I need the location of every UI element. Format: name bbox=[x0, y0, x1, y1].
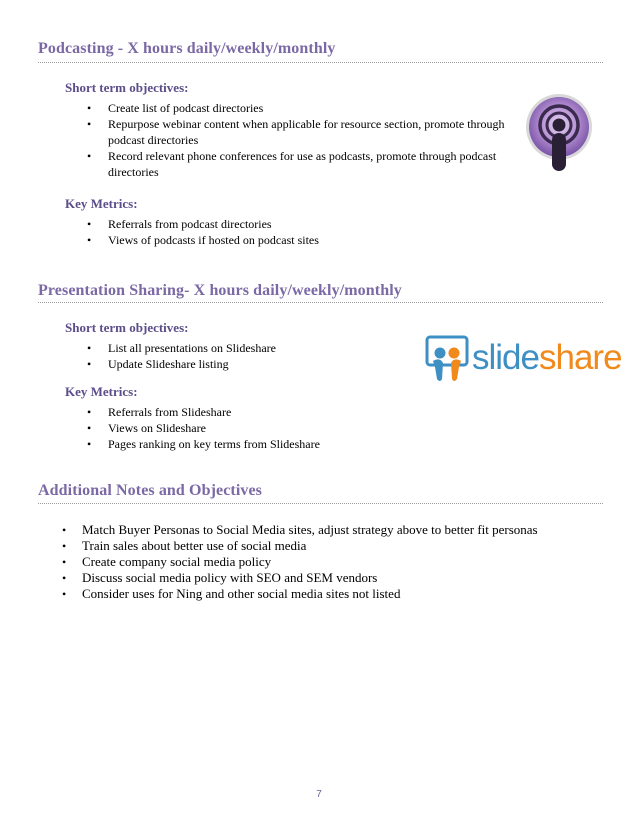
presentation-metrics-label: Key Metrics: bbox=[65, 384, 138, 399]
presentation-objectives-list bbox=[87, 340, 407, 372]
list-item: • Referrals from Slideshare bbox=[87, 404, 427, 420]
podcasting-short-term-label: Short term objectives: bbox=[65, 80, 189, 95]
presentation-metrics-list bbox=[87, 404, 427, 452]
list-item: • Record relevant phone conferences for use as podcasts, promote through podcast directories bbox=[87, 148, 507, 180]
podcast-icon bbox=[525, 93, 593, 173]
podcasting-objectives-list bbox=[87, 100, 507, 180]
section-divider bbox=[38, 62, 603, 63]
section-divider bbox=[38, 503, 603, 504]
additional-heading: Additional Notes and Objectives bbox=[38, 482, 262, 499]
list-item: • List all presentations on Slideshare bbox=[87, 340, 407, 356]
list-item: • Train sales about better use of social media bbox=[62, 538, 602, 554]
list-item: • Repurpose webinar content when applicable for resource section, promote through podcast directories bbox=[87, 116, 507, 148]
slideshare-logo-text: slideshare bbox=[472, 338, 622, 377]
slideshare-logo-icon bbox=[425, 335, 469, 385]
page-number: 7 bbox=[316, 789, 322, 800]
podcasting-metrics-list bbox=[87, 216, 507, 248]
slideshare-logo bbox=[425, 335, 622, 385]
podcasting-heading: Podcasting - X hours daily/weekly/monthly bbox=[38, 40, 336, 57]
list-item: • Update Slideshare listing bbox=[87, 356, 407, 372]
section-divider bbox=[38, 302, 603, 303]
presentation-short-term-label: Short term objectives: bbox=[65, 320, 189, 335]
list-item: • Views on Slideshare bbox=[87, 420, 427, 436]
list-item: • Consider uses for Ning and other social media sites not listed bbox=[62, 586, 602, 602]
list-item: • Referrals from podcast directories bbox=[87, 216, 507, 232]
list-item: • Create company social media policy bbox=[62, 554, 602, 570]
list-item: • Discuss social media policy with SEO and SEM vendors bbox=[62, 570, 602, 586]
podcasting-metrics-label: Key Metrics: bbox=[65, 196, 138, 211]
additional-notes-list bbox=[62, 522, 602, 602]
presentation-heading: Presentation Sharing- X hours daily/weekly/monthly bbox=[38, 282, 402, 299]
list-item: • Pages ranking on key terms from Slideshare bbox=[87, 436, 427, 452]
list-item: • Create list of podcast directories bbox=[87, 100, 507, 116]
list-item: • Views of podcasts if hosted on podcast sites bbox=[87, 232, 507, 248]
list-item: • Match Buyer Personas to Social Media sites, adjust strategy above to better fit personas bbox=[62, 522, 602, 538]
